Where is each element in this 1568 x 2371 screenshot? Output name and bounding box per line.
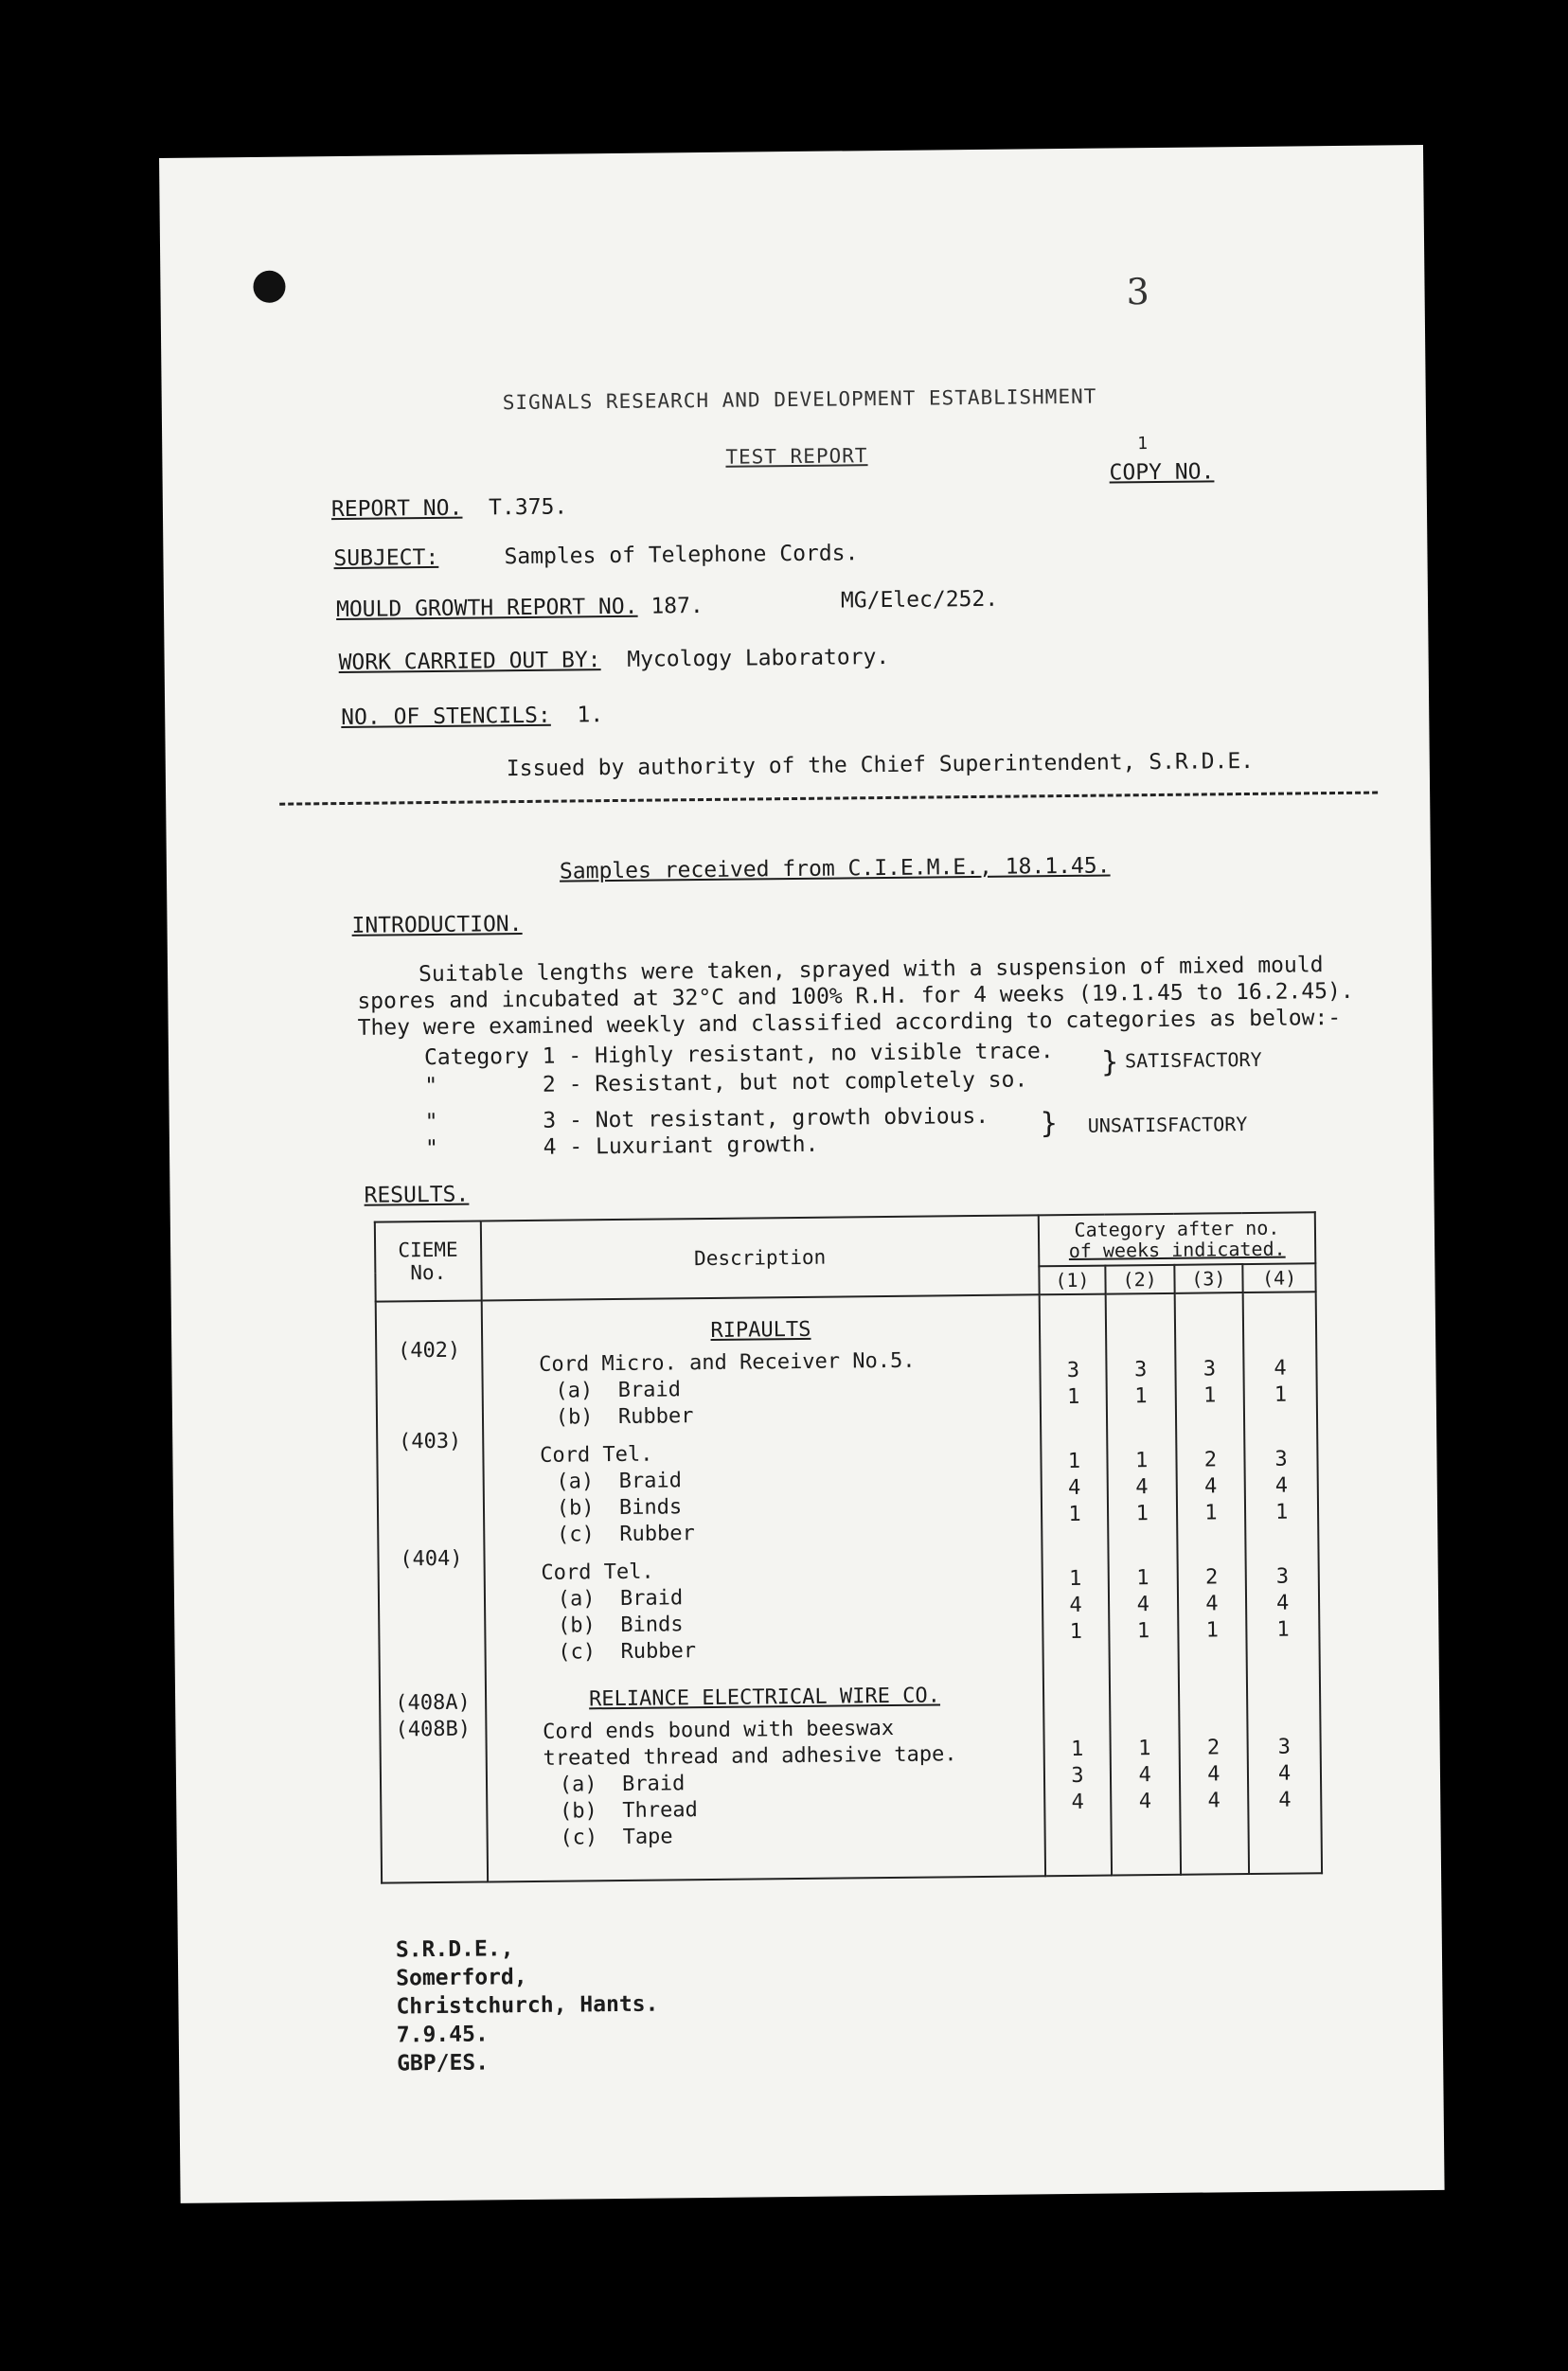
category-value: 3 [1066,1358,1080,1383]
spacer [379,1391,481,1418]
category-value: 3 [1275,1564,1290,1589]
category-value: 1 [1138,1737,1151,1761]
stencils-value: 1. [577,703,604,728]
spacer [1245,1302,1314,1329]
spacer [1113,1815,1178,1827]
spacer [1180,1655,1245,1683]
spacer [1108,1330,1173,1358]
spacer [1110,1527,1175,1540]
spacer [1111,1645,1176,1657]
unsatisfactory-label: UNSATISFACTORY [1087,1113,1248,1137]
issued-by-line: Issued by authority of the Chief Superintendent, S.R.D.E. [506,748,1255,782]
category-value: 3 [1277,1735,1292,1759]
week-column [1040,1294,1112,1877]
no-header-label: No. [410,1260,447,1285]
intro-line: Suitable lengths were taken, sprayed with a suspension of mixed mould [418,953,1324,988]
category-prefix: " 3 - [424,1108,583,1135]
subject-label: SUBJECT: [333,544,439,572]
spacer [1042,1411,1105,1423]
spacer [1109,1421,1174,1449]
copy-number-value: 1 [1137,434,1149,455]
spacer [1180,1644,1245,1656]
introduction-heading: INTRODUCTION. [351,912,523,938]
category-value: 4 [1277,1761,1292,1786]
cieme-number: (408A) [395,1690,471,1716]
spacer [1045,1646,1108,1658]
subject-value: Samples of Telephone Cords. [504,541,859,570]
spacer [1045,1657,1108,1685]
work-carried-out-value: Mycology Laboratory. [627,644,890,672]
spacer [1246,1419,1315,1447]
spacer [1111,1656,1176,1684]
item-description: Cord Micro. and Receiver No.5. [539,1348,916,1377]
spacer [1042,1422,1105,1450]
sub-item-label: (c) Rubber [558,1639,697,1665]
sub-item-label: (a) Braid [555,1378,682,1403]
spacer [1109,1410,1174,1422]
spacer [1042,1331,1104,1359]
spacer [1178,1420,1243,1448]
spacer [1246,1408,1315,1420]
category-2 [424,1067,1027,1098]
category-value: 4 [1203,1474,1218,1499]
spacer [1043,1528,1106,1541]
report-number-row [331,494,568,522]
intro-line: spores and incubated at 32°C and 100% R.H. for 4 weeks (19.1.45 to 16.2.45). [357,978,1354,1014]
spacer [1108,1304,1173,1331]
category-value: 4 [1135,1475,1149,1500]
intro-line: They were examined weekly and classified according to categories as below:- [357,1005,1342,1041]
category-value: 1 [1066,1384,1080,1410]
satisfactory-label: SATISFACTORY [1124,1047,1262,1073]
subject-row [333,541,858,571]
category-value: 1 [1070,1737,1084,1761]
category-value: 1 [1276,1617,1290,1642]
description-column-header: Description [481,1215,1040,1300]
week-header: (3) [1174,1264,1243,1293]
results-table [374,1211,1323,1883]
category-value: 1 [1205,1618,1220,1643]
category-prefix: Category 1 - [423,1043,582,1071]
item-description: Cord ends bound with beeswax [543,1716,895,1744]
cieme-header-label: CIEME [398,1238,458,1262]
spacer [380,1482,482,1509]
spacer [1249,1707,1318,1735]
category-value: 3 [1274,1447,1288,1471]
category-header-line: of weeks indicated. [1068,1237,1286,1262]
category-prefix: " 2 - [424,1072,582,1099]
divider-rule [279,792,1378,806]
spacer [382,1663,484,1690]
stencils-row [341,703,603,730]
item-description: treated thread and adhesive tape. [543,1742,957,1771]
week-header: (4) [1243,1263,1316,1292]
results-heading: RESULTS. [364,1182,470,1208]
spacer [1177,1329,1242,1357]
brace-satisfactory: } [1100,1045,1119,1079]
category-value: 4 [1136,1593,1150,1617]
spacer [378,1311,480,1339]
item-description: Cord Tel. [541,1560,654,1585]
description-column [481,1294,1045,1881]
week-header: (1) [1039,1266,1105,1295]
cieme-number: (403) [398,1429,462,1454]
results-body-row [376,1292,1322,1882]
spacer [1181,1708,1246,1736]
cieme-number: (404) [400,1546,463,1572]
category-value: 2 [1203,1448,1218,1472]
sub-item-label: (c) Rubber [556,1522,695,1547]
category-value: 4 [1278,1788,1292,1812]
sub-item-label: (c) Tape [560,1825,673,1850]
spacer [1249,1643,1318,1655]
category-1 [424,1039,1054,1070]
sub-item-label: (a) Braid [556,1469,683,1494]
category-value: 4 [1207,1789,1221,1813]
spacer [1182,1814,1247,1827]
cieme-column-header [375,1221,482,1301]
spacer [1245,1328,1314,1356]
spacer [1249,1654,1318,1682]
spacer [1179,1538,1244,1565]
category-value: 1 [1068,1566,1082,1592]
spacer [381,1625,483,1652]
sub-item-label: (b) Rubber [555,1404,694,1430]
category-value: 1 [1203,1383,1217,1408]
sub-item-label: (a) Braid [557,1586,684,1612]
spacer [1045,1710,1108,1738]
cieme-column [376,1300,488,1882]
category-value: 4 [1069,1593,1082,1618]
spacer [1177,1409,1242,1421]
category-value: 1 [1134,1384,1148,1409]
category-3 [425,1104,989,1134]
work-carried-out-row [338,645,889,675]
item-description: Cord Tel. [540,1442,653,1468]
category-value: 4 [1138,1763,1151,1788]
category-value: 2 [1206,1736,1221,1760]
category-value: 1 [1204,1501,1218,1525]
spacer [1110,1539,1175,1566]
week-column [1105,1293,1180,1876]
footer-line: Christchurch, Hants. [396,1991,659,2020]
category-header-line: Category after no. [1074,1216,1280,1241]
spacer [1112,1683,1177,1710]
maker-heading: RIPAULTS [710,1317,811,1343]
category-value: 3 [1133,1358,1148,1382]
footer-line: 7.9.45. [396,2022,489,2048]
spacer [1045,1684,1108,1711]
spacer [1180,1682,1245,1709]
document-type: TEST REPORT [725,444,868,469]
category-value: 1 [1069,1619,1083,1645]
page-number: 3 [1126,271,1149,313]
spacer [380,1534,482,1546]
spacer [383,1742,485,1770]
category-value: 4 [1274,1473,1289,1498]
brace-unsatisfactory: } [1040,1107,1059,1141]
mould-report-row [336,594,704,622]
samples-received: Samples received from C.I.E.M.E., 18.1.45. [559,853,1111,884]
spacer [382,1651,484,1664]
category-value: 4 [1274,1356,1287,1381]
spacer [383,1795,485,1823]
category-value: 1 [1136,1619,1150,1644]
spacer [1176,1303,1241,1330]
category-value: 3 [1203,1357,1217,1382]
spacer [1179,1526,1244,1539]
spacer [380,1508,482,1536]
cieme-number: (402) [397,1338,461,1364]
spacer [1247,1525,1316,1538]
footer-line: GBP/ES. [396,2050,490,2077]
footer-line: Somerford, [396,1965,527,1991]
category-value: 1 [1274,1382,1288,1407]
report-number-value: T.375. [488,494,568,521]
sub-item-label: (b) Binds [556,1495,683,1521]
category-value: 1 [1134,1449,1149,1473]
establishment-heading: SIGNALS RESEARCH AND DEVELOPMENT ESTABLISHMENT [502,384,1097,415]
mould-report-reference: MG/Elec/252. [840,586,999,614]
week-header: (2) [1105,1265,1174,1294]
category-value: 4 [1207,1762,1221,1787]
spacer [1251,1813,1320,1826]
category-value: 1 [1068,1502,1081,1527]
category-value: 1 [1274,1500,1289,1524]
cieme-number: (408B) [395,1717,472,1742]
sub-item-label: (b) Binds [557,1613,684,1638]
spacer [383,1822,485,1834]
category-prefix: " 4 - [424,1134,583,1162]
mould-report-value: 187. [650,593,704,619]
spacer [383,1769,485,1796]
category-value: 1 [1135,1502,1149,1526]
stencils-label: NO. OF STENCILS: [341,703,551,731]
spacer [378,1364,480,1392]
maker-heading: RELIANCE ELECTRICAL WIRE CO. [588,1684,941,1712]
spacer [381,1598,483,1626]
category-value: 4 [1275,1591,1290,1615]
week-column [1243,1292,1322,1874]
footer-line: S.R.D.E., [395,1936,514,1963]
punch-hole [253,271,285,303]
work-carried-out-label: WORK CARRIED OUT BY: [338,648,601,676]
category-text: Luxuriant growth. [595,1132,819,1160]
footer-address [396,1934,660,2078]
spacer [1249,1681,1318,1708]
category-column-header [1039,1212,1315,1266]
spacer [379,1455,481,1483]
spacer [1112,1709,1177,1737]
spacer [1043,1540,1106,1567]
category-value: 4 [1071,1790,1084,1814]
sub-item-label: (b) Thread [559,1798,698,1824]
category-value: 4 [1138,1790,1152,1814]
category-value: 1 [1136,1566,1149,1591]
mould-report-label: MOULD GROWTH REPORT NO. [335,594,638,623]
category-value: 1 [1067,1449,1081,1474]
category-value: 4 [1067,1475,1081,1501]
category-value: 4 [1205,1592,1219,1616]
category-text: Highly resistant, no visible trace. [594,1039,1054,1069]
copy-number-label: COPY NO. [1109,459,1215,486]
category-value: 3 [1071,1763,1084,1788]
sub-item-label: (a) Braid [559,1772,686,1797]
report-number-label: REPORT NO. [330,495,463,523]
spacer [1046,1816,1109,1828]
document-page [159,145,1445,2203]
category-text: Resistant, but not completely so. [595,1067,1028,1097]
category-text: Not resistant, growth obvious. [595,1103,989,1133]
category-value: 2 [1204,1565,1219,1590]
spacer [1248,1537,1317,1564]
week-column [1174,1292,1249,1875]
spacer [381,1572,483,1599]
spacer [379,1417,481,1430]
category-4 [425,1132,819,1161]
spacer [1042,1305,1104,1332]
